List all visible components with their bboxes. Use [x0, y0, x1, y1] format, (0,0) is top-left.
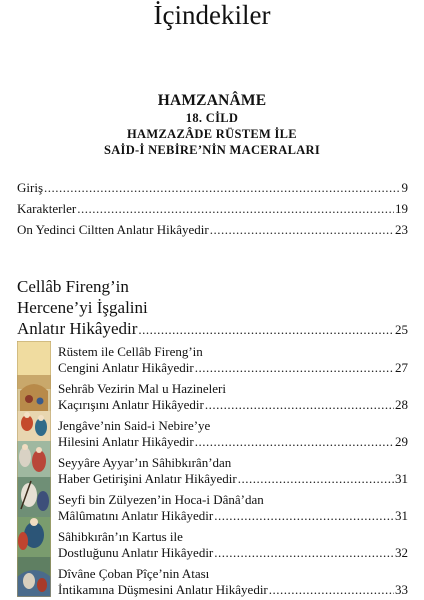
chapter-title-line-2: Hilesini Anlatır Hikâyedir	[58, 434, 194, 449]
book-subtitle-line-1: HAMZAZÂDE RÜSTEM İLE	[127, 127, 297, 141]
chapter-title-line-1: Jengâve’nin Said-i Nebire’ye	[58, 418, 211, 433]
part-title-line-3: Anlatır Hikâyedir	[17, 319, 138, 338]
dot-leader	[77, 201, 394, 217]
toc-chapter-entry[interactable]	[58, 455, 408, 487]
dot-leader	[214, 545, 394, 561]
toc-chapter-entry[interactable]	[58, 529, 408, 561]
chapter-title-line-1: Sâhibkırân’ın Kartus ile	[58, 529, 183, 544]
toc-page-number: 31	[395, 508, 408, 523]
dot-leader	[138, 319, 394, 340]
book-heading	[0, 91, 424, 158]
toc-entry-characters[interactable]	[17, 201, 408, 217]
chapter-title-line-1: Rüstem ile Cellâb Fireng’in	[58, 344, 203, 359]
miniature-illustration	[17, 341, 51, 597]
toc-chapter-entry[interactable]	[58, 344, 408, 376]
toc-page-number: 19	[395, 201, 408, 216]
toc-part-heading[interactable]	[17, 276, 408, 340]
chapter-title-line-2: Mâlûmatını Anlatır Hikâyedir	[58, 508, 214, 523]
toc-page-number: 29	[395, 434, 408, 449]
toc-entry-label: Giriş	[17, 180, 43, 195]
part-title-line-2: Hercene’yi İşgalini	[17, 298, 148, 317]
toc-entry-previous-volume[interactable]	[17, 222, 408, 238]
toc-entry-label: Karakterler	[17, 201, 77, 216]
page-title: İçindekiler	[153, 0, 271, 30]
dot-leader	[214, 508, 394, 524]
toc-chapter-entry[interactable]	[58, 381, 408, 413]
dot-leader	[205, 397, 394, 413]
toc-page-number: 27	[395, 360, 408, 375]
toc-entry-label: On Yedinci Ciltten Anlatır Hikâyedir	[17, 222, 209, 237]
dot-leader	[269, 582, 394, 598]
dot-leader	[210, 222, 394, 238]
chapter-title-line-2: Dostluğunu Anlatır Hikâyedir	[58, 545, 214, 560]
toc-chapter-entry[interactable]	[58, 566, 408, 598]
dot-leader	[238, 471, 394, 487]
series-title: HAMZANÂME	[157, 92, 267, 109]
chapter-title-line-2: Kaçırışını Anlatır Hikâyedir	[58, 397, 204, 412]
chapter-title-line-2: Cengini Anlatır Hikâyedir	[58, 360, 194, 375]
dot-leader	[195, 360, 394, 376]
part-title-line-1: Cellâb Fireng’in	[17, 277, 129, 296]
book-subtitle-line-2: SAİD-İ NEBİRE’NİN MACERALARI	[103, 143, 321, 157]
toc-page-number: 31	[395, 471, 408, 486]
chapter-title-line-2: İntikamına Düşmesini Anlatır Hikâyedir	[58, 582, 268, 597]
toc-page-number: 28	[395, 397, 408, 412]
chapter-title-line-1: Seyyâre Ayyar’ın Sâhibkırân’dan	[58, 455, 232, 470]
chapter-title-line-2: Haber Getirişini Anlatır Hikâyedir	[58, 471, 237, 486]
toc-chapter-entry[interactable]	[58, 418, 408, 450]
chapter-title-line-1: Seyfi bin Zülyezen’in Hoca-i Dânâ’dan	[58, 492, 264, 507]
toc-entry-intro[interactable]	[17, 180, 408, 196]
dot-leader	[195, 434, 394, 450]
dot-leader	[44, 180, 401, 196]
toc-page-number: 9	[401, 180, 408, 195]
toc-page-number: 33	[395, 582, 408, 597]
toc-page-number: 25	[395, 322, 408, 337]
toc-page-number: 32	[395, 545, 408, 560]
toc-page-number: 23	[395, 222, 408, 237]
volume-number: 18. CİLD	[185, 111, 239, 125]
toc-chapter-entry[interactable]	[58, 492, 408, 524]
chapter-title-line-1: Dîvâne Çoban Pîçe’nin Atası	[58, 566, 210, 581]
chapter-title-line-1: Sehrâb Vezirin Mal u Hazineleri	[58, 381, 226, 396]
